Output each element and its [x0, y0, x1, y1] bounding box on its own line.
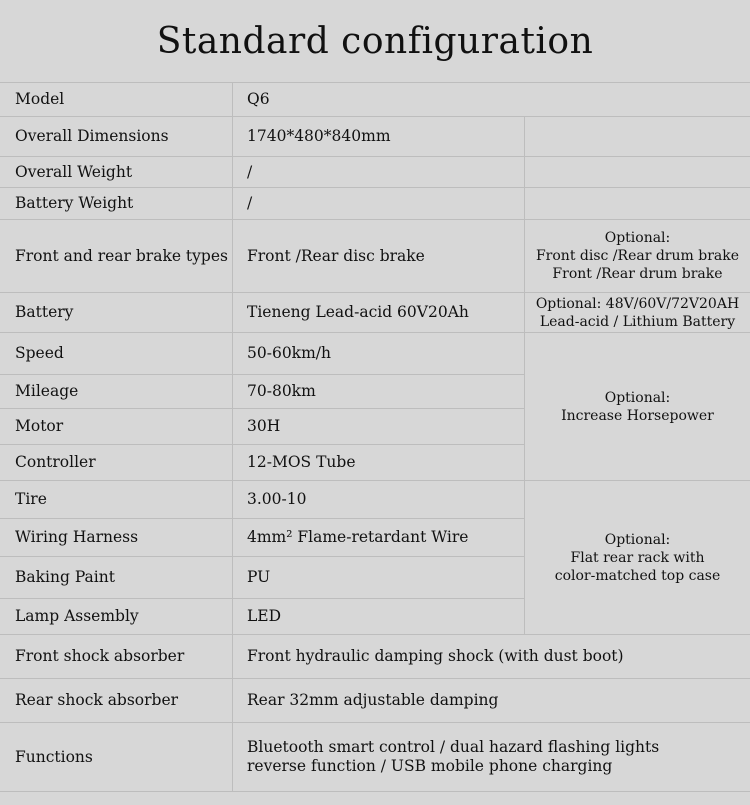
label-rear-shock: Rear shock absorber	[0, 678, 232, 722]
option-battery	[524, 292, 750, 332]
label-paint: Baking Paint	[0, 556, 232, 598]
value-weight: /	[232, 156, 524, 187]
page-title: Standard configuration	[156, 20, 594, 62]
label-weight: Overall Weight	[0, 156, 232, 187]
option-power-line: Optional:	[604, 389, 671, 406]
functions-line: reverse function / USB mobile phone charging	[247, 757, 613, 775]
option-rack	[524, 480, 750, 634]
value-battery-weight: /	[232, 187, 524, 219]
option-brakes-line: Front /Rear drum brake	[552, 266, 723, 282]
value-rear-shock: Rear 32mm adjustable damping	[232, 678, 750, 722]
value-lamp: LED	[232, 598, 524, 634]
label-brakes: Front and rear brake types	[0, 219, 232, 292]
option-power-line: Increase Horsepower	[561, 407, 714, 424]
value-functions	[232, 722, 750, 792]
option-empty-2	[524, 156, 750, 187]
label-battery: Battery	[0, 292, 232, 332]
label-speed: Speed	[0, 332, 232, 374]
value-tire: 3.00-10	[232, 480, 524, 518]
label-front-shock: Front shock absorber	[0, 634, 232, 678]
label-tire: Tire	[0, 480, 232, 518]
value-front-shock: Front hydraulic damping shock (with dust boot)	[232, 634, 750, 678]
value-motor: 30H	[232, 408, 524, 444]
value-mileage: 70-80km	[232, 374, 524, 408]
value-battery: Tieneng Lead-acid 60V20Ah	[232, 292, 524, 332]
label-mileage: Mileage	[0, 374, 232, 408]
option-battery-line: Optional: 48V/60V/72V20AH	[535, 295, 740, 312]
functions-line: Bluetooth smart control / dual hazard flashing lights	[247, 738, 660, 756]
option-empty-1	[524, 116, 750, 156]
value-dimensions: 1740*480*840mm	[232, 116, 524, 156]
value-harness: 4mm² Flame-retardant Wire	[232, 518, 524, 556]
value-controller: 12-MOS Tube	[232, 444, 524, 480]
option-rack-line: color-matched top case	[554, 567, 721, 584]
value-speed: 50-60km/h	[232, 332, 524, 374]
label-motor: Motor	[0, 408, 232, 444]
value-paint: PU	[232, 556, 524, 598]
option-rack-line: Flat rear rack with	[570, 549, 705, 566]
option-brakes-line: Optional:	[604, 230, 671, 246]
label-dimensions: Overall Dimensions	[0, 116, 232, 156]
label-battery-weight: Battery Weight	[0, 187, 232, 219]
value-model: Q6	[232, 82, 750, 116]
option-battery-line: Lead-acid / Lithium Battery	[539, 313, 736, 330]
label-functions: Functions	[0, 722, 232, 792]
label-controller: Controller	[0, 444, 232, 480]
value-brakes: Front /Rear disc brake	[232, 219, 524, 292]
option-empty-3	[524, 187, 750, 219]
option-power	[524, 332, 750, 480]
label-harness: Wiring Harness	[0, 518, 232, 556]
option-brakes-line: Front disc /Rear drum brake	[535, 248, 740, 264]
label-model: Model	[0, 82, 232, 116]
label-lamp: Lamp Assembly	[0, 598, 232, 634]
option-rack-line: Optional:	[604, 531, 671, 548]
option-brakes	[524, 219, 750, 292]
spec-table	[0, 82, 750, 802]
